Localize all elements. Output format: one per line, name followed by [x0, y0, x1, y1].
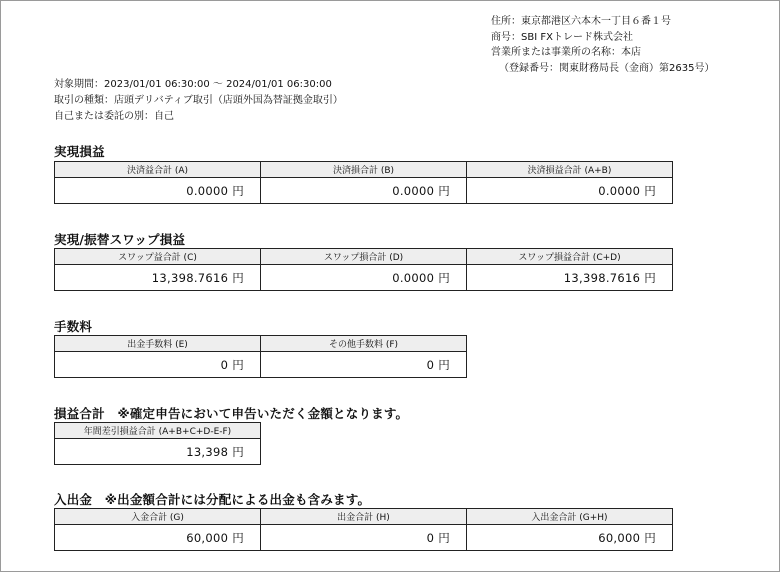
table-header: 出金合計 (H): [261, 509, 467, 525]
table-header: 年間差引損益合計 (A+B+C+D-E-F): [55, 423, 261, 439]
table-header: スワップ損合計 (D): [261, 249, 467, 265]
table-header: 入金合計 (G): [55, 509, 261, 525]
table-header: 入出金合計 (G+H): [467, 509, 673, 525]
table-cell: 0 円: [261, 352, 467, 378]
table-cell: 0.0000 円: [261, 265, 467, 291]
company-address: 住所：東京都港区六本木一丁目６番１号: [491, 16, 671, 27]
total-table: [54, 422, 261, 465]
table-cell: 0 円: [55, 352, 261, 378]
table-cell: 13,398 円: [55, 439, 261, 465]
company-trade-name: 商号：SBI FXトレード株式会社: [491, 31, 633, 43]
company-info: [491, 14, 714, 76]
table-header: 決済益合計 (A): [55, 162, 261, 178]
table-cell: 0 円: [261, 525, 467, 551]
fees-table: [54, 335, 467, 378]
table-header: 決済損合計 (B): [261, 162, 467, 178]
cashflow-table: [54, 508, 673, 551]
cashflow-section-title: 入出金 ※出金額合計には分配による出金も含みます。: [54, 492, 371, 507]
table-cell: 60,000 円: [55, 525, 261, 551]
realized-table: [54, 161, 673, 204]
report-own-or-consign: 自己または委託の別：自己: [54, 111, 174, 122]
table-cell: 60,000 円: [467, 525, 673, 551]
table-header: 出金手数料 (E): [55, 336, 261, 352]
table-cell: 13,398.7616 円: [467, 265, 673, 291]
fees-section-title: 手数料: [54, 319, 93, 334]
company-office: 営業所または事業所の名称：本店: [491, 47, 641, 58]
swap-table: [54, 248, 673, 291]
table-header: 決済損益合計 (A+B): [467, 162, 673, 178]
total-section-title: 損益合計 ※確定申告において申告いただく金額となります。: [54, 406, 409, 421]
report-period: 対象期間：2023/01/01 06:30:00 ～ 2024/01/01 06:30:00: [54, 79, 332, 90]
company-registration: （登録番号：関東財務局長（金商）第2635号）: [499, 62, 715, 74]
table-header: その他手数料 (F): [261, 336, 467, 352]
table-cell: 13,398.7616 円: [55, 265, 261, 291]
report-trade-type: 取引の種類：店頭デリバティブ取引（店頭外国為替証拠金取引）: [54, 95, 343, 106]
report-meta: [54, 77, 343, 125]
table-cell: 0.0000 円: [467, 178, 673, 204]
table-header: スワップ益合計 (C): [55, 249, 261, 265]
table-header: スワップ損益合計 (C+D): [467, 249, 673, 265]
table-cell: 0.0000 円: [55, 178, 261, 204]
swap-section-title: 実現/振替スワップ損益: [54, 232, 186, 247]
realized-section-title: 実現損益: [54, 144, 105, 159]
table-cell: 0.0000 円: [261, 178, 467, 204]
